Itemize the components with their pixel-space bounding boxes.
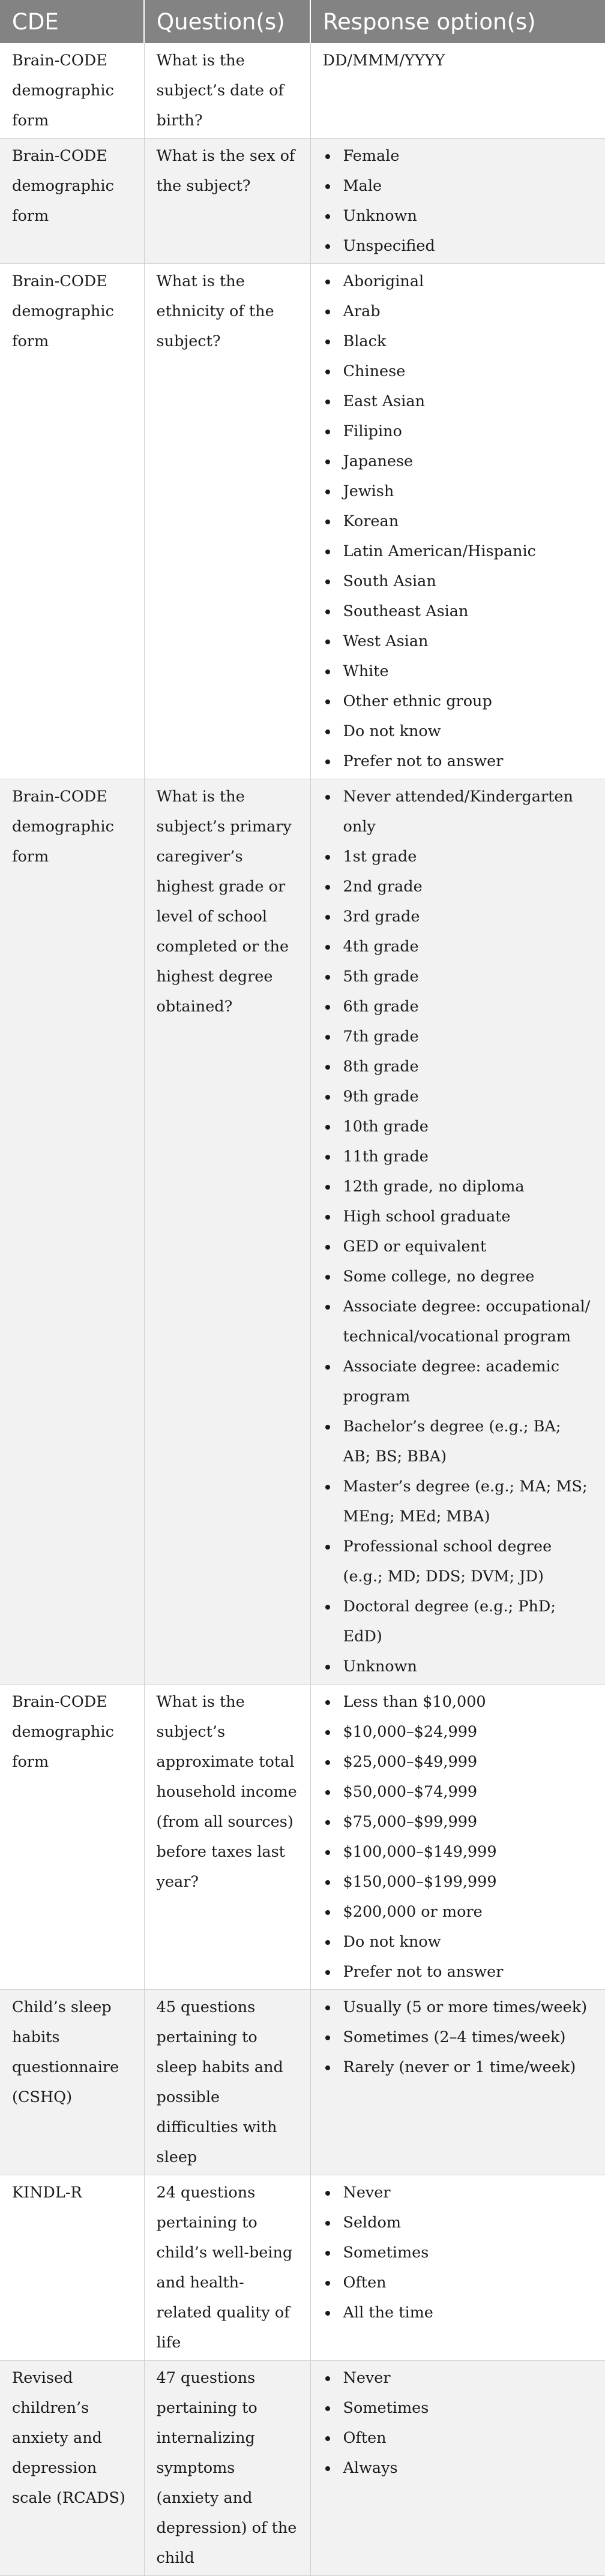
response-option: West Asian: [343, 626, 594, 656]
cde-cell: Revised children’s anxiety and depression scale (RCADS): [0, 2361, 144, 2576]
response-option: $10,000–$24,999: [343, 1717, 594, 1747]
response-cell: [310, 264, 605, 779]
response-option: Latin American/Hispanic: [343, 536, 594, 566]
response-option: Seldom: [343, 2208, 594, 2238]
response-option: Always: [343, 2453, 594, 2483]
response-option: White: [343, 656, 594, 686]
response-option: Aboriginal: [343, 266, 594, 296]
header-row: [0, 0, 605, 43]
response-cell: [310, 1990, 605, 2175]
response-option: Female: [343, 141, 594, 171]
response-cell: [310, 2361, 605, 2576]
response-option: Other ethnic group: [343, 686, 594, 716]
response-options-list: [323, 1687, 594, 1987]
cde-cell: Brain-CODE demographic form: [0, 1685, 144, 1990]
response-cell: [310, 2175, 605, 2361]
response-option: Associate degree: academic program: [343, 1352, 594, 1412]
response-cell: [310, 1685, 605, 1990]
response-option: 5th grade: [343, 962, 594, 992]
table-row: [0, 43, 605, 139]
response-option: 3rd grade: [343, 902, 594, 932]
response-option: 7th grade: [343, 1022, 594, 1052]
cde-cell: Brain-CODE demographic form: [0, 43, 144, 139]
response-option: Never attended/Kindergarten only: [343, 782, 594, 842]
question-cell: 24 questions pertaining to child’s well-being and health-related quality of life: [144, 2175, 310, 2361]
response-option: 6th grade: [343, 992, 594, 1022]
response-option: 12th grade, no diploma: [343, 1172, 594, 1202]
table-row: [0, 1990, 605, 2175]
response-option: 1st grade: [343, 842, 594, 872]
response-options-list: [323, 266, 594, 776]
response-option: Associate degree: occupational/ technical/vocational program: [343, 1292, 594, 1352]
response-option: $75,000–$99,999: [343, 1807, 594, 1837]
response-cell: [310, 43, 605, 139]
response-option: GED or equivalent: [343, 1232, 594, 1262]
response-option: $150,000–$199,999: [343, 1867, 594, 1897]
response-option: Sometimes: [343, 2238, 594, 2268]
response-option: Doctoral degree (e.g.; PhD; EdD): [343, 1592, 594, 1652]
question-cell: 47 questions pertaining to internalizing symptoms (anxiety and depression) of the child: [144, 2361, 310, 2576]
response-option: Unknown: [343, 1652, 594, 1682]
response-option: $100,000–$149,999: [343, 1837, 594, 1867]
cde-cell: Brain-CODE demographic form: [0, 139, 144, 264]
response-option: Prefer not to answer: [343, 746, 594, 776]
table-row: [0, 2175, 605, 2361]
response-options-list: [323, 141, 594, 261]
cde-cell: Brain-CODE demographic form: [0, 779, 144, 1685]
response-option: Japanese: [343, 446, 594, 476]
response-option: High school graduate: [343, 1202, 594, 1232]
response-option: Some college, no degree: [343, 1262, 594, 1292]
response-option: 11th grade: [343, 1142, 594, 1172]
response-options-list: [323, 1992, 594, 2082]
question-cell: What is the subject’s date of birth?: [144, 43, 310, 139]
response-cell: [310, 139, 605, 264]
response-text: DD/MMM/YYYY: [322, 52, 445, 70]
response-option: Chinese: [343, 356, 594, 386]
response-option: Korean: [343, 506, 594, 536]
response-options-list: [323, 2178, 594, 2328]
response-option: $200,000 or more: [343, 1897, 594, 1927]
response-option: Filipino: [343, 416, 594, 446]
response-option: Do not know: [343, 716, 594, 746]
response-options-list: [323, 782, 594, 1682]
response-option: Prefer not to answer: [343, 1957, 594, 1987]
response-option: Less than $10,000: [343, 1687, 594, 1717]
response-option: Often: [343, 2268, 594, 2298]
response-option: Arab: [343, 296, 594, 326]
response-option: All the time: [343, 2298, 594, 2328]
question-cell: What is the ethnicity of the subject?: [144, 264, 310, 779]
response-option: Southeast Asian: [343, 596, 594, 626]
table-row: [0, 779, 605, 1685]
header-cde: CDE: [0, 0, 144, 43]
table-row: [0, 139, 605, 264]
response-option: South Asian: [343, 566, 594, 596]
response-option: Unspecified: [343, 231, 594, 261]
cde-cell: Brain-CODE demographic form: [0, 264, 144, 779]
response-option: Male: [343, 171, 594, 201]
response-options-list: [323, 2363, 594, 2483]
cde-cell: Child’s sleep habits questionnaire (CSHQ): [0, 1990, 144, 2175]
response-option: 8th grade: [343, 1052, 594, 1082]
table-body: [0, 43, 605, 2576]
response-option: Sometimes (2–4 times/week): [343, 2022, 594, 2052]
table-row: [0, 2361, 605, 2576]
table-row: [0, 1685, 605, 1990]
response-option: Often: [343, 2423, 594, 2453]
response-option: Usually (5 or more times/week): [343, 1992, 594, 2022]
question-cell: What is the sex of the subject?: [144, 139, 310, 264]
response-option: Jewish: [343, 476, 594, 506]
table-header: [0, 0, 605, 43]
response-option: Do not know: [343, 1927, 594, 1957]
response-option: Never: [343, 2363, 594, 2393]
question-cell: What is the subject’s primary caregiver’s highest grade or level of school completed or the highest degree obtained?: [144, 779, 310, 1685]
response-option: Never: [343, 2178, 594, 2208]
response-option: Professional school degree (e.g.; MD; DDS; DVM; JD): [343, 1532, 594, 1592]
response-cell: [310, 779, 605, 1685]
response-option: $25,000–$49,999: [343, 1747, 594, 1777]
table-row: [0, 264, 605, 779]
question-cell: 45 questions pertaining to sleep habits and possible difficulties with sleep: [144, 1990, 310, 2175]
response-option: $50,000–$74,999: [343, 1777, 594, 1807]
response-option: 4th grade: [343, 932, 594, 962]
cde-cell: KINDL-R: [0, 2175, 144, 2361]
response-option: Master’s degree (e.g.; MA; MS; MEng; MEd; MBA): [343, 1472, 594, 1532]
header-response-options: Response option(s): [310, 0, 605, 43]
response-option: Bachelor’s degree (e.g.; BA; AB; BS; BBA): [343, 1412, 594, 1472]
response-option: Unknown: [343, 201, 594, 231]
header-questions: Question(s): [144, 0, 310, 43]
response-option: 2nd grade: [343, 872, 594, 902]
response-option: Rarely (never or 1 time/week): [343, 2052, 594, 2082]
response-option: Sometimes: [343, 2393, 594, 2423]
response-option: Black: [343, 326, 594, 356]
response-option: 10th grade: [343, 1112, 594, 1142]
response-option: East Asian: [343, 386, 594, 416]
question-cell: What is the subject’s approximate total household income (from all sources) before taxes last year?: [144, 1685, 310, 1990]
response-option: 9th grade: [343, 1082, 594, 1112]
